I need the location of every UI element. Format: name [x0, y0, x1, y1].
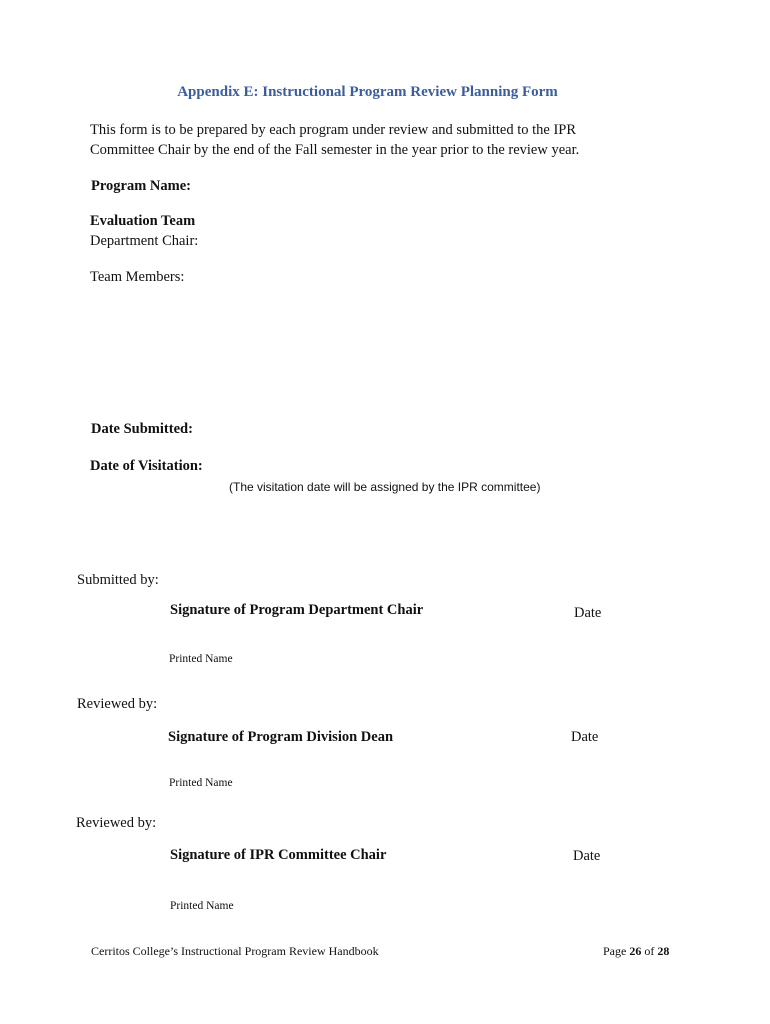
- footer-page-number: [603, 944, 669, 959]
- page-title: Appendix E: Instructional Program Review Planning Form: [177, 84, 558, 100]
- page-prefix: Page: [603, 944, 627, 958]
- signature-department-chair: Signature of Program Department Chair: [170, 602, 424, 618]
- page-total: 28: [657, 944, 670, 958]
- printed-name-label-1: Printed Name: [169, 653, 233, 665]
- printed-name-label-3: Printed Name: [170, 900, 234, 912]
- team-members-label: Team Members:: [90, 269, 185, 285]
- submitted-by-label: Submitted by:: [77, 572, 159, 588]
- date-label-1: Date: [574, 605, 602, 621]
- reviewed-by-label-2: Reviewed by:: [76, 815, 157, 831]
- intro-paragraph: [90, 120, 630, 160]
- reviewed-by-label-1: Reviewed by:: [77, 696, 158, 712]
- date-submitted-label: Date Submitted:: [91, 421, 193, 437]
- visitation-note: (The visitation date will be assigned by the IPR committee): [229, 480, 541, 494]
- signature-ipr-committee-chair: Signature of IPR Committee Chair: [170, 847, 387, 863]
- program-name-label: Program Name:: [91, 178, 191, 194]
- evaluation-team-heading: Evaluation Team: [90, 213, 196, 229]
- department-chair-label: Department Chair:: [90, 233, 199, 249]
- page-of: of: [644, 944, 655, 958]
- date-label-2: Date: [571, 729, 599, 745]
- printed-name-label-2: Printed Name: [169, 777, 233, 789]
- intro-line-2: Committee Chair by the end of the Fall semester in the year prior to the review year.: [90, 142, 580, 158]
- date-of-visitation-label: Date of Visitation:: [90, 458, 203, 474]
- intro-line-1: This form is to be prepared by each program under review and submitted to the IPR: [90, 122, 577, 138]
- footer-handbook-title: Cerritos College’s Instructional Program Review Handbook: [91, 944, 379, 958]
- date-label-3: Date: [573, 848, 601, 864]
- signature-division-dean: Signature of Program Division Dean: [168, 729, 394, 745]
- page-current: 26: [629, 944, 642, 958]
